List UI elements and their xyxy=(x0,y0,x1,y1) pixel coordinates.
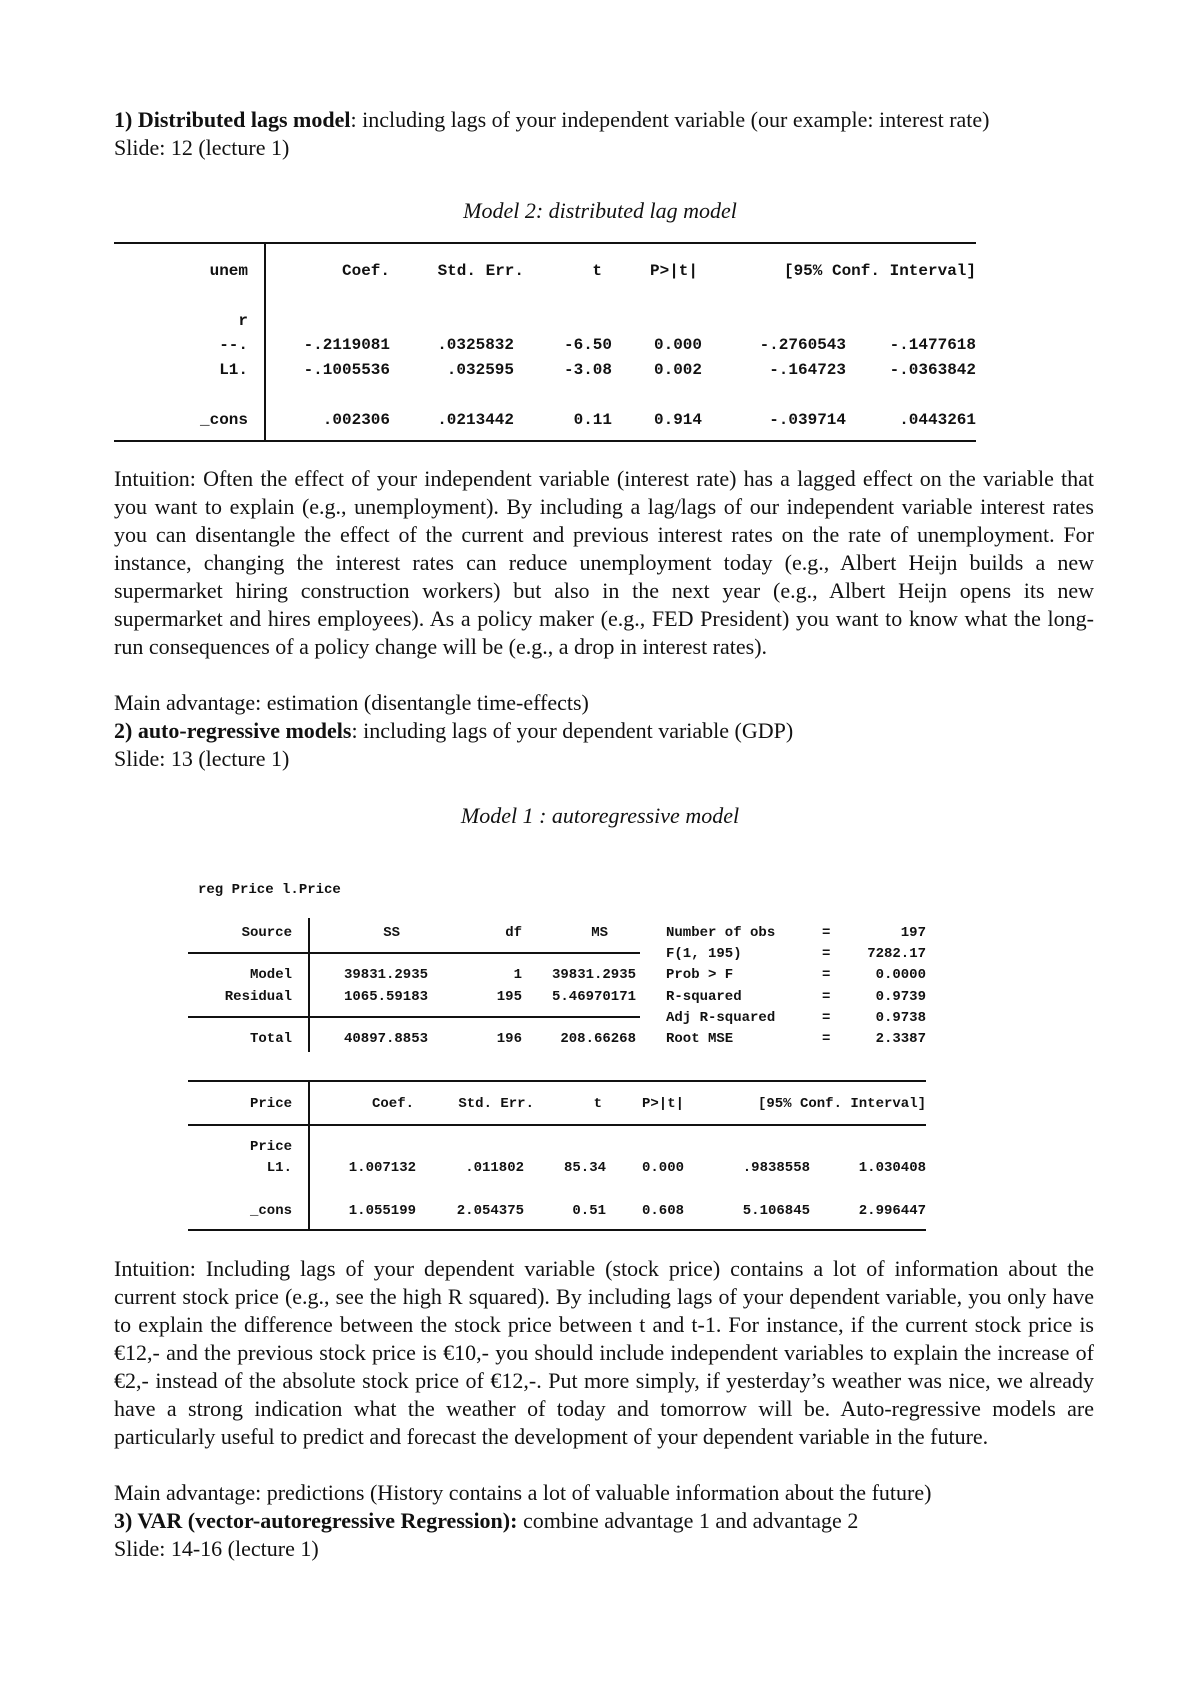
table2-cell: 1.007132 xyxy=(348,1160,416,1176)
table2-header: t xyxy=(593,1096,602,1112)
table1-header-coef: Coef. xyxy=(341,262,390,280)
anova-header: df xyxy=(505,925,522,941)
anova-header: MS xyxy=(591,925,608,941)
table2-cell: 2.054375 xyxy=(456,1203,524,1219)
stat-label: R-squared xyxy=(666,989,742,1005)
stat-value: 197 xyxy=(900,925,926,941)
anova-row-label: Residual xyxy=(224,989,292,1005)
table1-cell: 0.000 xyxy=(653,336,702,354)
anova-row-label: Total xyxy=(249,1031,292,1047)
stat-sign: = xyxy=(822,1010,831,1026)
table1-cell: .032595 xyxy=(446,361,514,379)
table1-var-label: r xyxy=(238,312,248,330)
table1-cell: .0213442 xyxy=(437,411,514,429)
table1-cell: .0325832 xyxy=(437,336,514,354)
table2-cell: 0.608 xyxy=(641,1203,684,1219)
anova-header: Source xyxy=(241,925,292,941)
anova-row-label: Model xyxy=(249,967,292,983)
section3-heading-rest: combine advantage 1 and advantage 2 xyxy=(517,1508,859,1533)
table2-cell: 85.34 xyxy=(563,1160,606,1176)
table2-cell: 2.996447 xyxy=(858,1203,926,1219)
section3-heading-line xyxy=(114,1507,1094,1535)
table1-cell: .0443261 xyxy=(899,411,976,429)
stat-sign: = xyxy=(822,989,831,1005)
table2-cell: 5.106845 xyxy=(742,1203,810,1219)
table2-cell: .9838558 xyxy=(742,1160,810,1176)
table1-cell: -6.50 xyxy=(563,336,612,354)
stat-sign: = xyxy=(822,946,831,962)
section1-heading-line xyxy=(114,106,1094,134)
anova-cell: 1065.59183 xyxy=(343,989,428,1005)
table1-cell: -.164723 xyxy=(769,361,846,379)
table1-cell: -.0363842 xyxy=(889,361,976,379)
table2-cell: 0.51 xyxy=(572,1203,606,1219)
stat-value: 0.0000 xyxy=(875,967,926,983)
main-advantage-2: Main advantage: predictions (History contains a lot of valuable information about the future) xyxy=(114,1480,932,1505)
table1-cell: -.1005536 xyxy=(303,361,390,379)
table1-dep: unem xyxy=(209,262,248,280)
section1-heading: 1) Distributed lags model xyxy=(114,107,351,132)
anova-cell: 195 xyxy=(496,989,522,1005)
table2-dep: Price xyxy=(249,1096,292,1112)
anova-cell: 208.66268 xyxy=(560,1031,636,1047)
section1-heading-rest: : including lags of your independent variable (our example: interest rate) xyxy=(350,107,990,132)
section3-slide: Slide: 14-16 (lecture 1) xyxy=(114,1536,319,1561)
intuition-paragraph-1: Intuition: Often the effect of your independent variable (interest rate) has a lagged effect on the variable that you want to explain (e.g., unemployment). By including a lag/lags of our independent variable interest rates you can disentangle the effect of the current and previous interest rates on the rate of unemployment. For instance, changing the interest rates can reduce unemployment today (e.g., Albert Heijn builds a new supermarket hiring construction workers) but also in the next year (e.g., Albert Heijn opens its new supermarket and hires employees). As a policy maker (e.g., FED President) you want to know what the long-run consequences of a policy change will be (e.g., a drop in interest rates). xyxy=(114,466,1094,659)
table2-header: Std. Err. xyxy=(458,1096,534,1112)
table1-cell: 0.914 xyxy=(653,411,702,429)
table2-var-label: Price xyxy=(249,1139,292,1155)
stat-label: Number of obs xyxy=(666,925,776,941)
section2-heading-line xyxy=(114,717,1094,745)
stata-command: reg Price l.Price xyxy=(198,882,341,898)
table2-cell: 0.000 xyxy=(641,1160,684,1176)
table1-row-label: L1. xyxy=(219,361,248,379)
table2-cell: 1.055199 xyxy=(348,1203,416,1219)
table1-header-t: t xyxy=(592,262,602,280)
table1-header-ci: [95% Conf. Interval] xyxy=(783,262,976,280)
anova-cell: 5.46970171 xyxy=(551,989,636,1005)
table2-cell: .011802 xyxy=(465,1160,524,1176)
table2-row-label: _cons xyxy=(249,1203,292,1219)
stat-value: 0.9739 xyxy=(875,989,926,1005)
stat-sign: = xyxy=(822,967,831,983)
section2-caption: Model 1 : autoregressive model xyxy=(460,803,740,828)
table1-header-p: P>|t| xyxy=(649,262,698,280)
section2-heading: 2) auto-regressive models xyxy=(114,718,352,743)
stat-label: Prob > F xyxy=(666,967,734,983)
anova-cell: 196 xyxy=(496,1031,522,1047)
stat-sign: = xyxy=(822,925,831,941)
anova-cell: 39831.2935 xyxy=(551,967,636,983)
table1-header-se: Std. Err. xyxy=(437,262,524,280)
anova-header: SS xyxy=(383,925,400,941)
stat-value: 2.3387 xyxy=(875,1031,926,1047)
anova-cell: 1 xyxy=(513,967,522,983)
anova-cell: 39831.2935 xyxy=(343,967,428,983)
table1-cell: 0.11 xyxy=(573,411,612,429)
section1-caption: Model 2: distributed lag model xyxy=(463,198,737,223)
stat-label: Adj R-squared xyxy=(666,1010,776,1026)
stat-label: F(1, 195) xyxy=(666,946,742,962)
intuition-paragraph-2: Intuition: Including lags of your dependent variable (stock price) contains a lot of information about the current stock price (e.g., see the high R squared). By including lags of your dependent variable, you only have to explain the difference between the stock price between t and t-1. For instance, if the current stock price is €12,- and the previous stock price is €10,- you should include independent variables to explain the increase of €2,- instead of the absolute stock price of €12,-. Put more simply, if yesterday’s weather was nice, we already have a strong indication what the weather of today and tomorrow will be. Auto-regressive models are particularly useful to predict and forecast the development of your dependent variable in the future. xyxy=(114,1256,1094,1449)
table1-cell: -.1477618 xyxy=(889,336,976,354)
table2-header: P>|t| xyxy=(641,1096,684,1112)
anova-cell: 40897.8853 xyxy=(343,1031,428,1047)
main-advantage-1: Main advantage: estimation (disentangle time-effects) xyxy=(114,690,589,715)
table2-header: [95% Conf. Interval] xyxy=(757,1096,926,1112)
stat-label: Root MSE xyxy=(666,1031,734,1047)
table1-cell: 0.002 xyxy=(653,361,702,379)
table1-row-label: --. xyxy=(219,336,248,354)
section3-heading: 3) VAR (vector-autoregressive Regression): xyxy=(114,1508,518,1533)
table1-cell: -.039714 xyxy=(769,411,846,429)
table1-row-label: _cons xyxy=(199,411,248,429)
stat-value: 7282.17 xyxy=(867,946,926,962)
table2-cell: 1.030408 xyxy=(858,1160,926,1176)
table1-cell: -3.08 xyxy=(563,361,612,379)
table1-cell: -.2760543 xyxy=(759,336,846,354)
stat-value: 0.9738 xyxy=(875,1010,926,1026)
table1-cell: .002306 xyxy=(322,411,390,429)
section1-slide: Slide: 12 (lecture 1) xyxy=(114,135,290,160)
section2-heading-rest: : including lags of your dependent variable (GDP) xyxy=(351,718,794,743)
stat-sign: = xyxy=(822,1031,831,1047)
table2-row-label: L1. xyxy=(266,1160,292,1176)
table2-header: Coef. xyxy=(371,1096,414,1112)
table1-cell: -.2119081 xyxy=(303,336,390,354)
section2-slide: Slide: 13 (lecture 1) xyxy=(114,746,290,771)
